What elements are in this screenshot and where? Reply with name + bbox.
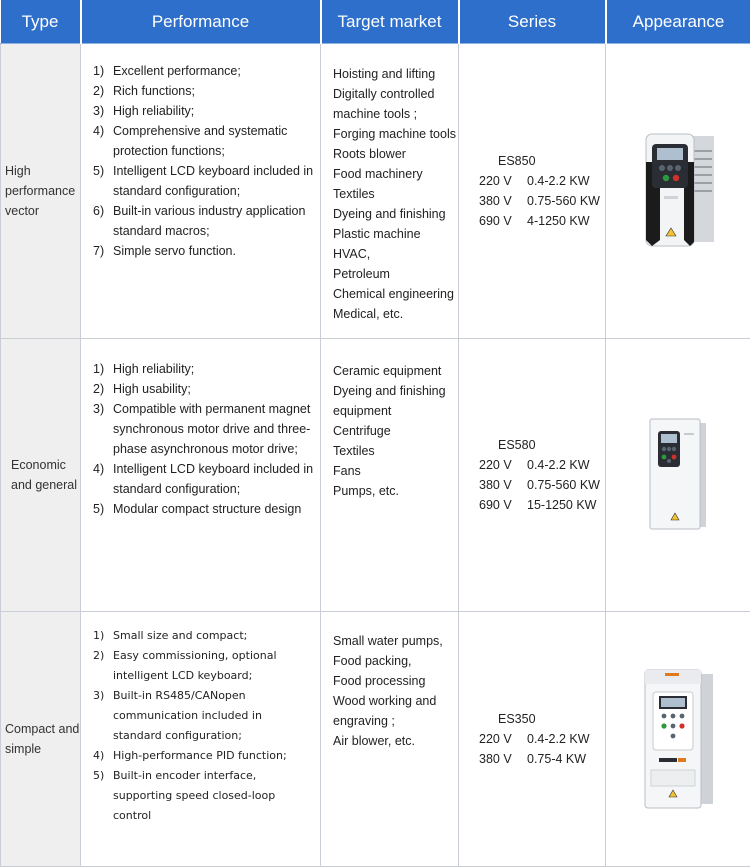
series-name: ES580 (498, 438, 536, 452)
series-spec-row: 380 V 0.75-560 KW (479, 194, 600, 208)
list-item: 4) Intelligent LCD keyboard included in standard configuration; (93, 462, 314, 496)
market-list (321, 44, 458, 324)
series-cell (459, 44, 606, 339)
series-spec-row: 220 V 0.4-2.2 KW (479, 732, 590, 746)
list-item: Dyeing and finishing (333, 207, 446, 221)
type-label: Compact and simple (5, 722, 80, 756)
list-item: 1) Small size and compact; (93, 629, 248, 642)
list-item: Wood working and (333, 694, 437, 708)
type-cell (1, 339, 81, 612)
list-item: 1) Excellent performance; (93, 64, 241, 78)
list-item: Dyeing and finishing (333, 384, 446, 398)
list-item: Roots blower (333, 147, 406, 161)
list-item: 1) High reliability; (93, 362, 195, 376)
list-item: Chemical engineering (333, 287, 454, 301)
list-item: 6) Built-in various industry application standard macros; (93, 204, 306, 238)
list-item: Hoisting and lifting (333, 67, 436, 81)
inverter-panel-icon (646, 417, 710, 533)
list-item: 4) Comprehensive and systematic protection functions; (93, 124, 288, 158)
header-target-market: Target market (321, 0, 459, 44)
inverter-compact-icon (637, 668, 719, 810)
list-item: Textiles (333, 444, 375, 458)
list-item: engraving ; (333, 714, 395, 728)
market-list (321, 612, 458, 751)
series-spec-row: 380 V 0.75-4 KW (479, 752, 587, 766)
series-cell (459, 612, 606, 867)
market-cell (321, 44, 459, 339)
list-item: 3) High reliability; (93, 104, 195, 118)
list-item: Food packing, (333, 654, 412, 668)
header-row (1, 0, 750, 44)
inverter-tall-icon (638, 132, 718, 250)
list-item: Food machinery (333, 167, 423, 181)
list-item: Small water pumps, (333, 634, 443, 648)
series-spec-row: 690 V 15-1250 KW (479, 498, 597, 512)
list-item: 7) Simple servo function. (93, 244, 236, 258)
list-item: 2) High usability; (93, 382, 191, 396)
type-label: High performance vector (5, 164, 76, 218)
list-item: Fans (333, 464, 361, 478)
list-item: Ceramic equipment (333, 364, 442, 378)
list-item: equipment (333, 404, 392, 418)
list-item: 2) Rich functions; (93, 84, 195, 98)
list-item: Forging machine tools (333, 127, 456, 141)
list-item: Medical, etc. (333, 307, 404, 321)
header-series: Series (459, 0, 606, 44)
series-spec-row: 220 V 0.4-2.2 KW (479, 458, 590, 472)
performance-cell (81, 44, 321, 339)
series-spec-row: 380 V 0.75-560 KW (479, 478, 600, 492)
list-item: 4) High-performance PID function; (93, 749, 287, 762)
list-item: Centrifuge (333, 424, 391, 438)
performance-cell (81, 339, 321, 612)
list-item: Digitally controlled (333, 87, 435, 101)
series-spec-row: 220 V 0.4-2.2 KW (479, 174, 590, 188)
header-performance: Performance (81, 0, 321, 44)
market-cell (321, 339, 459, 612)
header-type: Type (1, 0, 81, 44)
list-item: 5) Built-in encoder interface, supporting speed closed-loop control (93, 769, 276, 822)
appearance-cell (606, 612, 750, 867)
appearance-cell (606, 44, 750, 339)
list-item: 3) Built-in RS485/CANopen communication included in standard configuration; (93, 689, 262, 742)
list-item: Air blower, etc. (333, 734, 415, 748)
table-row (1, 44, 750, 339)
performance-list (81, 339, 320, 519)
list-item: Textiles (333, 187, 375, 201)
header-appearance: Appearance (606, 0, 750, 44)
series-spec-row: 690 V 4-1250 KW (479, 214, 590, 228)
market-list (321, 339, 458, 501)
list-item: HVAC, (333, 247, 371, 261)
appearance-cell (606, 339, 750, 612)
list-item: 5) Intelligent LCD keyboard included in standard configuration; (93, 164, 314, 198)
series-name: ES350 (498, 712, 536, 726)
type-cell (1, 612, 81, 867)
type-label: Economic and general (11, 458, 78, 492)
list-item: 2) Easy commissioning, optional intelligent LCD keyboard; (93, 649, 277, 682)
list-item: machine tools ; (333, 107, 418, 121)
list-item: Petroleum (333, 267, 390, 281)
performance-cell (81, 612, 321, 867)
table-row (1, 339, 750, 612)
series-block (459, 435, 605, 515)
list-item: 5) Modular compact structure design (93, 502, 302, 516)
series-cell (459, 339, 606, 612)
list-item: Plastic machine (333, 227, 421, 241)
list-item: Food processing (333, 674, 426, 688)
list-item: Pumps, etc. (333, 484, 399, 498)
series-block (459, 151, 605, 231)
table-row (1, 612, 750, 867)
market-cell (321, 612, 459, 867)
performance-list (81, 612, 320, 826)
series-name: ES850 (498, 154, 536, 168)
series-block (459, 709, 605, 769)
list-item: 3) Compatible with permanent magnet synchronous motor drive and three-phase asynchronous motor drive; (93, 402, 311, 456)
performance-list (81, 44, 320, 261)
type-cell (1, 44, 81, 339)
